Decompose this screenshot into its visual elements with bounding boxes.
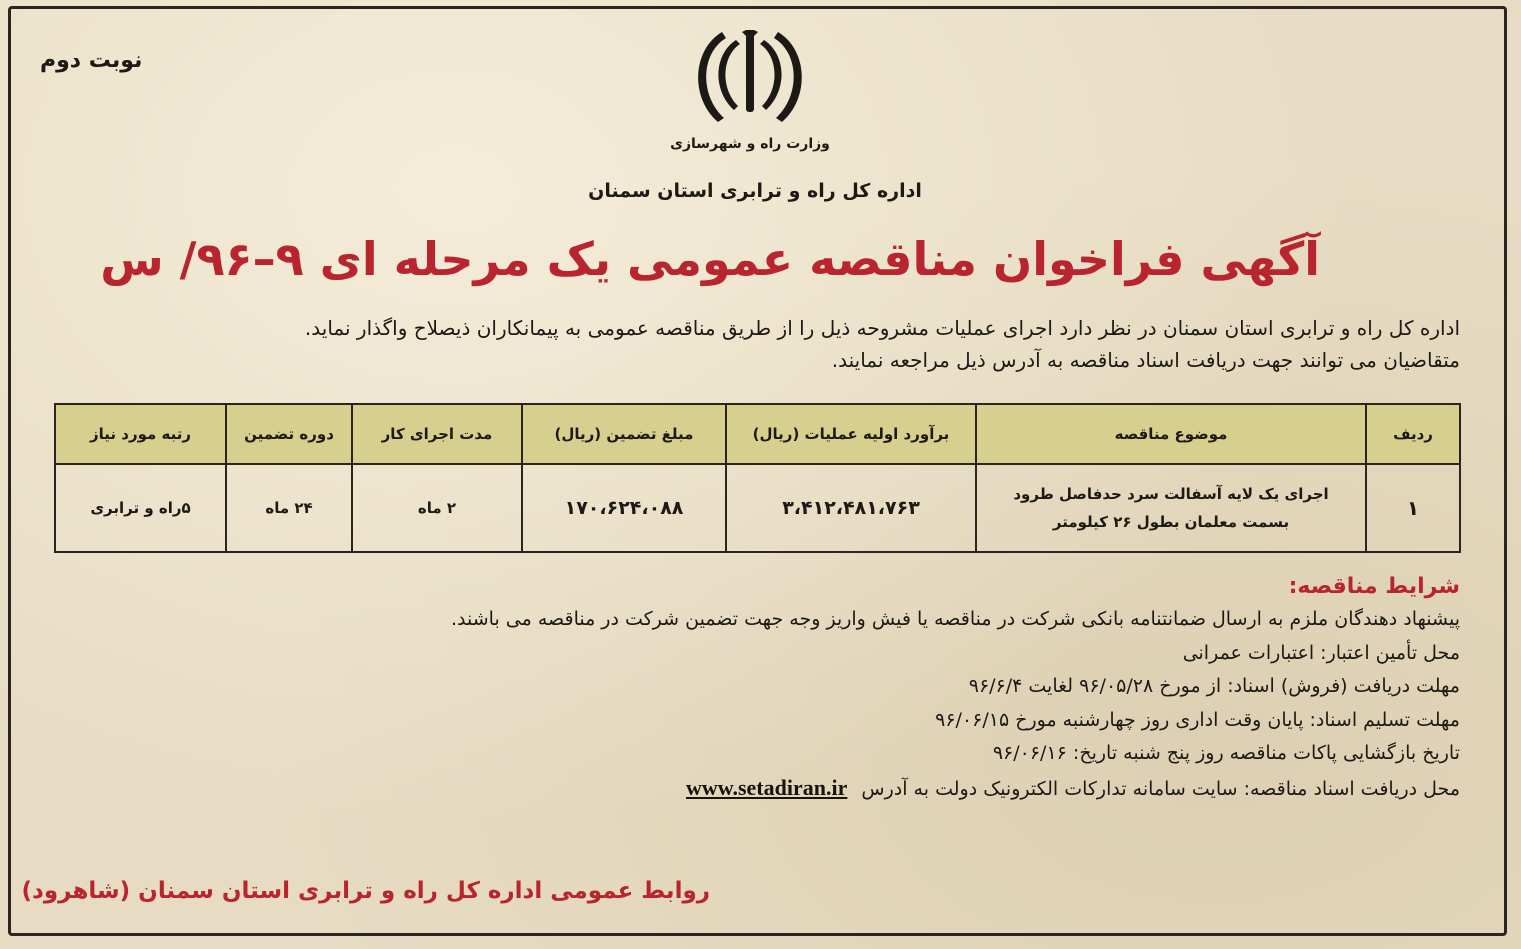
cell-estimate: ۳،۴۱۲،۴۸۱،۷۶۳ — [726, 464, 976, 552]
header-warranty: دوره تضمین — [226, 404, 352, 464]
conditions-section — [50, 574, 1460, 806]
condition-submission-deadline: مهلت تسلیم اسناد: پایان وقت اداری روز چهارشنبه مورخ ۹۶/۰۶/۱۵ — [935, 708, 1460, 731]
notice-round: نوبت دوم — [40, 48, 143, 73]
header-duration: مدت اجرای کار — [352, 404, 522, 464]
table-header-row — [55, 404, 1460, 464]
condition-sale-period: مهلت دریافت (فروش) اسناد: از مورخ ۹۶/۰۵/۲۸ لغایت ۹۶/۶/۴ — [968, 675, 1460, 697]
header-grade: رتبه مورد نیاز — [55, 404, 226, 464]
header-row-number: ردیف — [1366, 404, 1460, 464]
header-guarantee: مبلغ تضمین (ریال) — [522, 404, 726, 464]
intro-paragraph — [50, 312, 1460, 376]
cell-subject — [976, 464, 1366, 552]
tender-table — [54, 403, 1461, 553]
condition-guarantee: پیشنهاد دهندگان ملزم به ارسال ضمانتنامه بانکی شرکت در مناقصه یا فیش واریز وجه جهت تضمین شرکت در مناقصه می باشند. — [450, 608, 1460, 630]
condition-opening-date: تاریخ بازگشایی پاکات مناقصه روز پنج شنبه تاریخ: ۹۶/۰۶/۱۶ — [992, 742, 1460, 764]
condition-funding: محل تأمین اعتبار: اعتبارات عمرانی — [1182, 641, 1460, 664]
table-row — [55, 464, 1460, 552]
cell-duration: ۲ ماه — [352, 464, 522, 552]
office-name: اداره کل راه و ترابری استان سمنان — [588, 180, 922, 202]
cell-grade: ۵راه و ترابری — [55, 464, 226, 552]
header-subject: موضوع مناقصه — [976, 404, 1366, 464]
setadiran-link[interactable]: www.setadiran.ir — [686, 774, 848, 800]
cell-row-number: ۱ — [1366, 464, 1460, 552]
notice-headline: آگهی فراخوان مناقصه عمومی یک مرحله ای ۹–۹۶/ س — [100, 232, 1320, 286]
public-relations-footer: روابط عمومی اداره کل راه و ترابری استان سمنان (شاهرود) — [21, 878, 710, 904]
intro-line-1: اداره کل راه و ترابری استان سمنان در نظر دارد اجرای عملیات مشروحه ذیل را از طریق مناقصه عمومی به پیمانکاران ذیصلاح واگذار نماید. — [304, 316, 1460, 340]
iran-emblem-icon — [690, 30, 810, 130]
conditions-title: شرایط مناقصه: — [1288, 574, 1460, 599]
intro-line-2: متقاضیان می توانند جهت دریافت اسناد مناقصه به آدرس ذیل مراجعه نمایند. — [831, 348, 1460, 372]
cell-warranty: ۲۴ ماه — [226, 464, 352, 552]
ministry-name: وزارت راه و شهرسازی — [670, 136, 830, 152]
documents-label: محل دریافت اسناد مناقصه: سایت سامانه تدارکات الکترونیک دولت به آدرس — [861, 777, 1460, 800]
subject-line-2: بسمت معلمان بطول ۲۶ کیلومتر — [1052, 513, 1290, 531]
header-estimate: برآورد اولیه عملیات (ریال) — [726, 404, 976, 464]
condition-documents-location — [50, 771, 1460, 807]
subject-line-1: اجرای یک لایه آسفالت سرد حدفاصل طرود — [1013, 485, 1329, 503]
cell-guarantee: ۱۷۰،۶۲۴،۰۸۸ — [522, 464, 726, 552]
